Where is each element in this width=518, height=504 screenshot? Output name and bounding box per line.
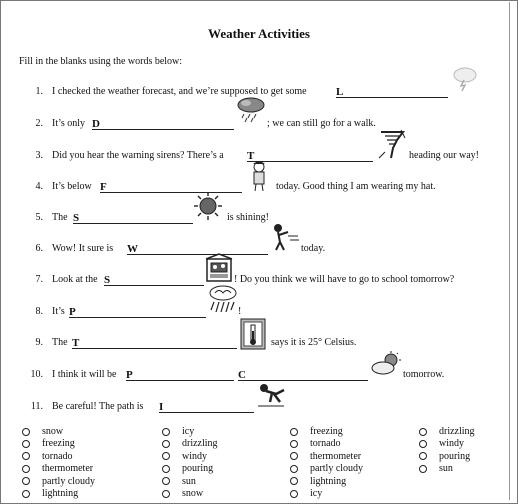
bullet-circle-icon (162, 477, 170, 485)
bullet-circle-icon (22, 452, 30, 460)
page-edge-line (509, 2, 510, 500)
bullet-circle-icon (22, 428, 30, 436)
answer-second-letter: C (238, 369, 246, 381)
word-bank-item: pouring (419, 451, 475, 463)
bullet-circle-icon (290, 490, 298, 498)
question-number: 8. (35, 306, 43, 317)
question-text: Be careful! The path is (52, 401, 144, 412)
question-number: 2. (35, 118, 43, 129)
bullet-circle-icon (162, 452, 170, 460)
question-text: It’s below (52, 181, 92, 192)
question-number: 3. (35, 150, 43, 161)
bullet-circle-icon (290, 428, 298, 436)
bullet-circle-icon (22, 465, 30, 473)
word-bank-item: thermometer (290, 451, 363, 463)
question-text: The (52, 337, 68, 348)
question-text-after: is shining! (227, 212, 269, 223)
bullet-circle-icon (162, 490, 170, 498)
sun-icon (193, 191, 223, 221)
word-bank-item: freezing (22, 438, 95, 450)
answer-first-letter: W (127, 243, 138, 255)
word-bank-column-4 (419, 426, 475, 476)
question-text-after: says it is 25° Celsius. (271, 337, 357, 348)
word-bank-column-2 (162, 426, 218, 500)
drizzle-cloud-icon (236, 96, 266, 124)
answer-blank[interactable] (69, 306, 206, 318)
question-text: I think it will be (52, 369, 117, 380)
answer-first-letter: P (126, 369, 133, 381)
question-text: Look at the (52, 274, 98, 285)
question-text-after: ; we can still go for a walk. (267, 118, 376, 129)
question-number: 1. (35, 86, 43, 97)
windy-person-icon (268, 222, 300, 252)
question-number: 11. (30, 401, 43, 412)
bullet-circle-icon (162, 428, 170, 436)
bullet-circle-icon (290, 440, 298, 448)
answer-first-letter: S (73, 212, 80, 224)
bullet-circle-icon (419, 428, 427, 436)
bullet-circle-icon (290, 465, 298, 473)
worksheet-title: Weather Activities (208, 26, 310, 41)
question-number: 5. (35, 212, 43, 223)
tornado-icon (377, 128, 407, 162)
word-bank-item: thermometer (22, 463, 95, 475)
question-text-after: tomorrow. (403, 369, 445, 380)
bullet-circle-icon (22, 440, 30, 448)
answer-blank[interactable] (72, 337, 237, 349)
instructions: Fill in the blanks using the words below: (19, 56, 183, 67)
bullet-circle-icon (419, 452, 427, 460)
bullet-circle-icon (22, 490, 30, 498)
word-bank-item: pouring (162, 463, 218, 475)
question-number: 6. (35, 243, 43, 254)
word-bank-item: icy (290, 488, 363, 500)
answer-blank[interactable] (73, 212, 193, 224)
word-bank-item: windy (162, 451, 218, 463)
answer-blank[interactable] (127, 243, 268, 255)
word-bank-item: sun (162, 476, 218, 488)
question-text: The (52, 212, 68, 223)
bullet-circle-icon (419, 440, 427, 448)
answer-first-letter: S (104, 274, 111, 286)
question-text: Wow! It sure is (52, 243, 114, 254)
answer-blank[interactable] (336, 86, 448, 98)
answer-blank[interactable] (126, 369, 234, 381)
question-text-after: ! Do you think we will have to go to school tomorrow? (234, 274, 455, 285)
snowy-house-icon (204, 253, 234, 285)
word-bank-item: icy (162, 426, 218, 438)
freezing-person-icon (247, 160, 271, 192)
question-text: It’s only (52, 118, 86, 129)
answer-first-letter: I (159, 401, 164, 413)
answer-first-letter: F (100, 181, 107, 193)
lightning-cloud-icon (452, 64, 478, 92)
bullet-circle-icon (290, 477, 298, 485)
question-text: It’s (52, 306, 65, 317)
icy-fall-icon (256, 380, 286, 410)
answer-first-letter: P (69, 306, 76, 318)
question-number: 4. (35, 181, 43, 192)
bullet-circle-icon (290, 452, 298, 460)
word-bank-item: tornado (290, 438, 363, 450)
word-bank-item: partly cloudy (290, 463, 363, 475)
word-bank-item: sun (419, 463, 475, 475)
word-bank-item: drizzling (419, 426, 475, 438)
word-bank-item: snow (22, 426, 95, 438)
answer-first-letter: L (336, 86, 344, 98)
word-bank-item: partly cloudy (22, 476, 95, 488)
question-text-after: today. Good thing I am wearing my hat. (276, 181, 436, 192)
word-bank-column-3 (290, 426, 363, 500)
question-text-after: heading our way! (409, 150, 479, 161)
question-text-after: ! (238, 306, 242, 317)
bullet-circle-icon (419, 465, 427, 473)
word-bank-item: windy (419, 438, 475, 450)
bullet-circle-icon (162, 465, 170, 473)
word-bank-item: drizzling (162, 438, 218, 450)
answer-blank[interactable] (92, 118, 234, 130)
word-bank-column-1 (22, 426, 95, 500)
bullet-circle-icon (162, 440, 170, 448)
question-number: 7. (35, 274, 43, 285)
question-number: 10. (30, 369, 43, 380)
word-bank-item: lightning (290, 476, 363, 488)
answer-first-letter: D (92, 118, 100, 130)
word-bank-item: snow (162, 488, 218, 500)
question-text-after: today. (301, 243, 326, 254)
answer-first-letter: T (72, 337, 80, 349)
rain-cloud-icon (207, 284, 239, 314)
question-text: Did you hear the warning sirens? There’s a (52, 150, 224, 161)
partly-cloudy-icon (370, 350, 402, 378)
answer-blank[interactable] (104, 274, 204, 286)
thermometer-icon (240, 318, 266, 350)
word-bank-item: freezing (290, 426, 363, 438)
word-bank-item: tornado (22, 451, 95, 463)
bullet-circle-icon (22, 477, 30, 485)
question-number: 9. (35, 337, 43, 348)
word-bank-item: lightning (22, 488, 95, 500)
answer-first-letter: T (247, 150, 255, 162)
answer-blank[interactable] (159, 401, 254, 413)
question-text: I checked the weather forecast, and we’re supposed to get some (52, 86, 307, 97)
